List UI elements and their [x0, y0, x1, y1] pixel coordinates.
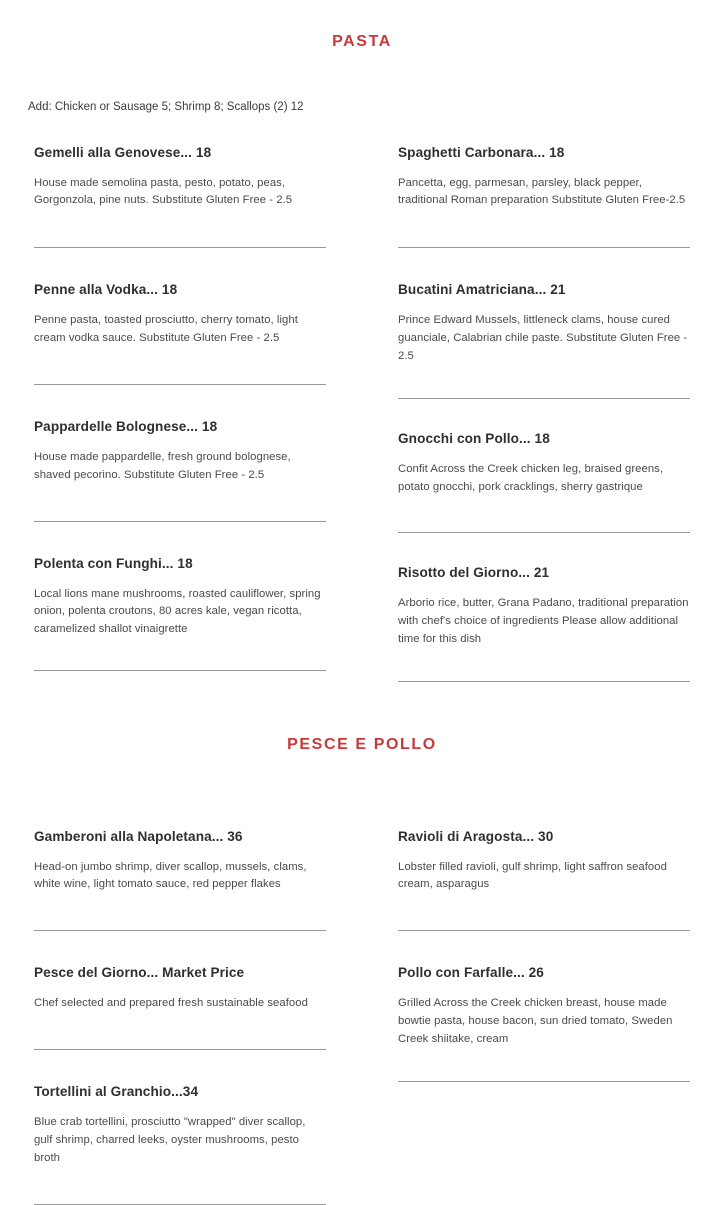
menu-item-description: Grilled Across the Creek chicken breast, house made bowtie pasta, house bacon, sun dried tomato, Sweden Creek shiitake, cream: [398, 997, 673, 1045]
pesce-columns: [0, 829, 724, 1205]
menu-item[interactable]: [398, 431, 690, 497]
menu-item[interactable]: [398, 565, 690, 649]
menu-item-description: Local lions mane mushrooms, roasted cauliflower, spring onion, polenta croutons, 80 acres kale, vegan ricotta, caramelized shallot vinaigrette: [34, 587, 321, 636]
section-title-pesce-e-pollo: PESCE E POLLO: [287, 736, 437, 754]
menu-item-description: House made semolina pasta, pesto, potato, peas, Gorgonzola, pine nuts. Substitute Gluten Free - 2.5: [34, 176, 293, 207]
pasta-left-column: [34, 145, 326, 682]
menu-item-name: Pollo con Farfalle... 26: [398, 965, 544, 981]
menu-item[interactable]: [34, 556, 326, 640]
menu-item-description: Chef selected and prepared fresh sustainable seafood: [34, 997, 308, 1010]
menu-item-name: Polenta con Funghi... 18: [34, 555, 193, 571]
menu-item-description: Head-on jumbo shrimp, diver scallop, mussels, clams, white wine, light tomato sauce, red pepper flakes: [34, 860, 307, 891]
menu-item-name: Spaghetti Carbonara... 18: [398, 144, 565, 160]
menu-item-name: Gamberoni alla Napoletana... 36: [34, 828, 243, 844]
menu-item-name: Risotto del Giorno... 21: [398, 565, 550, 581]
pesce-right-column: [398, 829, 690, 1205]
menu-item[interactable]: [398, 965, 690, 1049]
menu-item[interactable]: [34, 965, 326, 1013]
menu-item-description: Penne pasta, toasted prosciutto, cherry tomato, light cream vodka sauce. Substitute Gluten Free - 2.5: [34, 314, 298, 345]
menu-item[interactable]: [34, 145, 326, 211]
menu-item[interactable]: [398, 829, 690, 895]
menu-item-description: Arborio rice, butter, Grana Padano, traditional preparation with chef's choice of ingredients Please allow additional time for this dish: [398, 597, 689, 646]
pasta-columns: [0, 145, 724, 682]
menu-item-description: Confit Across the Creek chicken leg, braised greens, potato gnocchi, pork cracklings, sherry gastrique: [398, 462, 664, 493]
menu-item-description: Blue crab tortellini, prosciutto "wrapped" diver scallop, gulf shrimp, charred leeks, oyster mushrooms, pesto broth: [34, 1116, 306, 1164]
menu-item[interactable]: [34, 829, 326, 895]
menu-item-name: Tortellini al Granchio...34: [34, 1084, 199, 1100]
menu-item-description: Lobster filled ravioli, gulf shrimp, light saffron seafood cream, asparagus: [398, 860, 667, 891]
menu-item[interactable]: [398, 282, 690, 366]
menu-item-description: House made pappardelle, fresh ground bolognese, shaved pecorino. Substitute Gluten Free - 2.5: [34, 450, 291, 481]
pasta-addons-note: Add: Chicken or Sausage 5; Shrimp 8; Scallops (2) 12: [28, 100, 304, 113]
menu-item-name: Pesce del Giorno... Market Price: [34, 965, 245, 981]
menu-item[interactable]: [398, 145, 690, 211]
menu-item-description: Prince Edward Mussels, littleneck clams, house cured guanciale, Calabrian chile paste. Substitute Gluten Free - 2.5: [398, 314, 688, 362]
menu-item-name: Bucatini Amatriciana... 21: [398, 282, 566, 298]
menu-item-name: Pappardelle Bolognese... 18: [34, 418, 218, 434]
menu-item-divider: [398, 681, 690, 682]
menu-item-name: Ravioli di Aragosta... 30: [398, 828, 554, 844]
menu-item-divider: [398, 1081, 690, 1082]
menu-item-description: Pancetta, egg, parmesan, parsley, black pepper, traditional Roman preparation Substitute Gluten Free-2.5: [398, 176, 686, 207]
menu-item[interactable]: [34, 1084, 326, 1168]
menu-item-name: Gemelli alla Genovese... 18: [34, 144, 212, 160]
menu-item-name: Gnocchi con Pollo... 18: [398, 430, 550, 446]
menu-item-divider: [34, 1204, 326, 1205]
pasta-right-column: [398, 145, 690, 682]
menu-page: [0, 13, 724, 1204]
pesce-left-column: [34, 829, 326, 1205]
section-title-pasta: PASTA: [332, 33, 392, 51]
menu-item[interactable]: [34, 282, 326, 348]
menu-item-divider: [34, 670, 326, 671]
menu-item-name: Penne alla Vodka... 18: [34, 282, 178, 298]
menu-item[interactable]: [34, 419, 326, 485]
